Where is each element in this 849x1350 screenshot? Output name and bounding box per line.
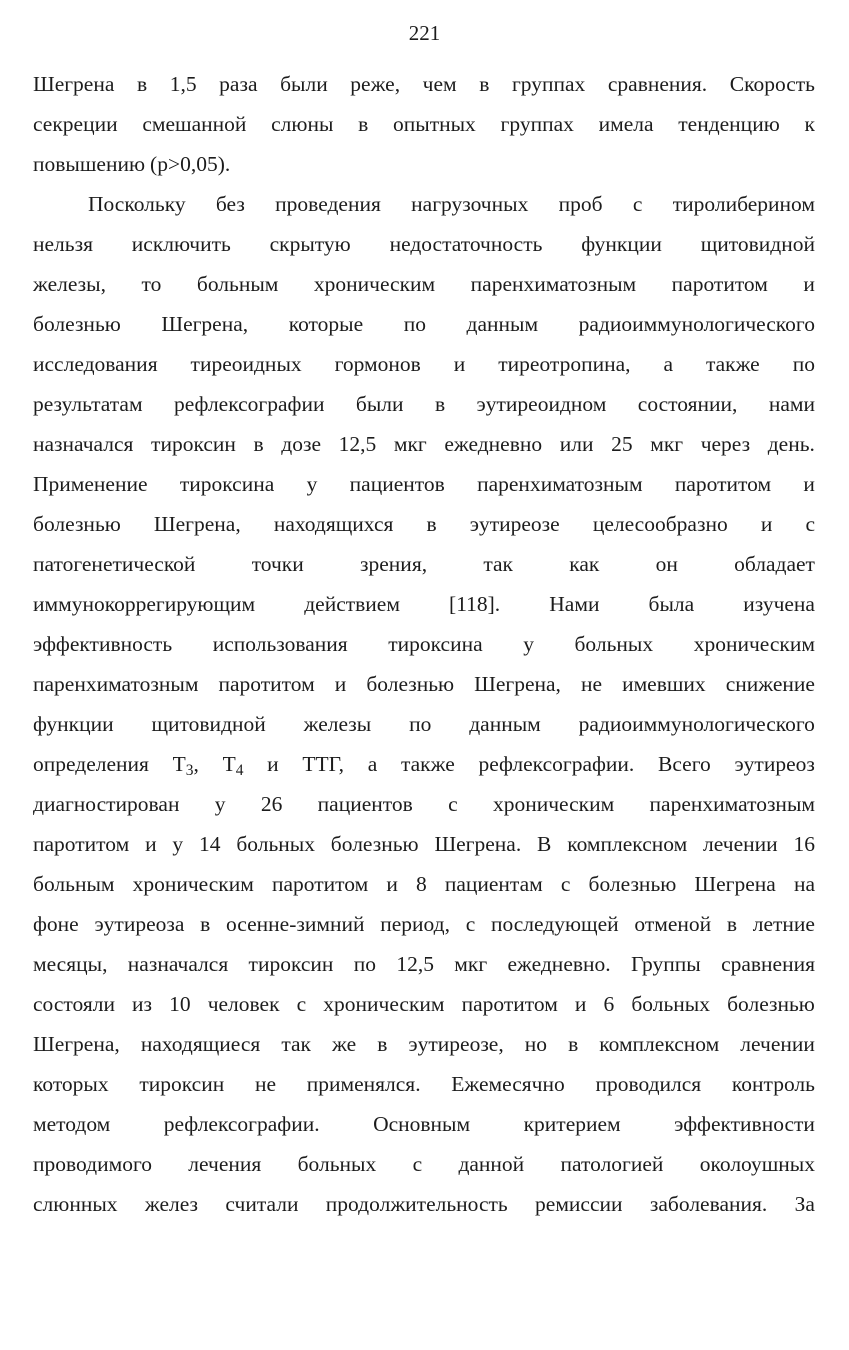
word: эффективности	[674, 1112, 815, 1136]
word: болезнью	[588, 872, 677, 896]
word: тироксина	[388, 632, 483, 656]
word: или	[559, 432, 594, 456]
text-line	[33, 544, 815, 584]
word: сравнения.	[607, 72, 708, 96]
word: тиролиберином	[672, 192, 815, 216]
word: использования	[212, 632, 348, 656]
word: Применение	[33, 472, 148, 496]
word: состоянии,	[637, 392, 738, 416]
word: Поскольку	[88, 192, 186, 216]
word: не	[254, 1072, 277, 1096]
word: последующей	[490, 912, 619, 936]
word: к	[804, 112, 815, 136]
text-line	[33, 1064, 815, 1104]
word: он	[655, 552, 678, 576]
word: опытных	[393, 112, 476, 136]
word: 16	[793, 832, 815, 856]
word: смешанной	[142, 112, 247, 136]
word: 12,5	[396, 952, 434, 976]
word: в	[479, 72, 490, 96]
word: функции	[33, 712, 114, 736]
word: 25	[611, 432, 633, 456]
word: назначался	[127, 952, 229, 976]
word: имела	[598, 112, 654, 136]
word: проводился	[595, 1072, 702, 1096]
word: результатам	[33, 392, 143, 416]
word: тироксина	[179, 472, 275, 496]
text-line	[33, 824, 815, 864]
word	[173, 744, 199, 784]
text-line	[33, 144, 815, 184]
word: у	[172, 832, 184, 856]
word: Группы	[630, 952, 701, 976]
text-line	[33, 984, 815, 1024]
word: ремиссии	[535, 1192, 623, 1216]
word	[658, 744, 711, 784]
word: нельзя	[33, 232, 93, 256]
word: слюны	[271, 112, 334, 136]
word	[478, 744, 634, 784]
word: функции	[581, 232, 662, 256]
word: с	[805, 512, 815, 536]
word: точки	[251, 552, 304, 576]
word: находящиеся	[140, 1032, 261, 1056]
word: Шегрена.	[434, 832, 522, 856]
word: 8	[415, 872, 427, 896]
word: 14	[198, 832, 221, 856]
word-part: а	[367, 752, 378, 776]
word: мкг	[454, 952, 488, 976]
word: и	[386, 872, 398, 896]
word: скрытую	[269, 232, 351, 256]
word: [118].	[449, 592, 501, 616]
word: больных	[236, 832, 315, 856]
text-line	[33, 904, 815, 944]
word: контроль	[731, 1072, 815, 1096]
word: диагностирован	[33, 792, 180, 816]
word: имевших	[622, 672, 706, 696]
word: заболевания.	[649, 1192, 768, 1216]
word: у	[523, 632, 534, 656]
word: болезнью	[33, 312, 121, 336]
word: и	[145, 832, 157, 856]
word: щитовидной	[700, 232, 815, 256]
word: эутиреоза	[94, 912, 185, 936]
word: больных	[574, 632, 654, 656]
text-line	[33, 304, 815, 344]
word: Основным	[373, 1112, 471, 1136]
word: повышению	[33, 152, 146, 176]
word: лечения	[188, 1152, 262, 1176]
word: патогенетической	[33, 552, 196, 576]
word: и	[803, 472, 815, 496]
subscript: 4	[235, 761, 244, 779]
word	[267, 744, 279, 784]
word: паренхиматозным	[470, 272, 637, 296]
word: ежедневно.	[507, 952, 611, 976]
word: была	[648, 592, 695, 616]
word: фоне	[33, 912, 79, 936]
page-number: 221	[408, 21, 441, 45]
word: рефлексографии	[174, 392, 325, 416]
word	[33, 744, 149, 784]
word: без	[215, 192, 245, 216]
word: же	[332, 1032, 357, 1056]
text-line	[33, 1144, 815, 1184]
text-line	[33, 424, 815, 464]
word: методом	[33, 1112, 111, 1136]
word: комплексном	[567, 832, 688, 856]
word: больным	[33, 872, 115, 896]
word: ежедневно	[444, 432, 543, 456]
body-text	[33, 64, 815, 1224]
word: которых	[33, 1072, 109, 1096]
word: 12,5	[338, 432, 377, 456]
word: хроническим	[313, 272, 436, 296]
word-part: T	[172, 752, 186, 776]
word: иммунокоррегирующим	[33, 592, 256, 616]
word: эффективность	[33, 632, 173, 656]
word: по	[353, 952, 377, 976]
word: у	[214, 792, 226, 816]
word-part: рефлексографии.	[478, 752, 635, 776]
word: тиреоидных	[190, 352, 302, 376]
word: изучена	[743, 592, 815, 616]
word: паротитом	[674, 472, 772, 496]
word: по	[409, 712, 432, 736]
word	[302, 744, 344, 784]
word: хроническим	[693, 632, 815, 656]
word: паротитом	[671, 272, 768, 296]
word: Шегрена,	[161, 312, 249, 336]
text-line	[33, 104, 815, 144]
word: Шегрена,	[33, 1032, 120, 1056]
word: больным	[196, 272, 279, 296]
word: с	[448, 792, 458, 816]
word: больных	[631, 992, 710, 1016]
word: через	[700, 432, 751, 456]
word: у	[306, 472, 318, 496]
word-part: определения	[33, 752, 149, 776]
word: в	[253, 432, 264, 456]
text-line	[33, 704, 815, 744]
word: проб	[558, 192, 603, 216]
word: реже,	[350, 72, 401, 96]
word: в	[358, 112, 369, 136]
word: действием	[304, 592, 400, 616]
word: и	[453, 352, 466, 376]
word: так	[281, 1032, 312, 1056]
word: пациентов	[349, 472, 445, 496]
word: считали	[225, 1192, 299, 1216]
word: не	[580, 672, 603, 696]
text-line	[33, 624, 815, 664]
word-part: T	[222, 752, 236, 776]
word: (p>0,05).	[150, 152, 231, 176]
word: и	[334, 672, 347, 696]
word: целесообразно	[592, 512, 728, 536]
word: дозе	[281, 432, 322, 456]
word: проведения	[275, 192, 381, 216]
word: паротитом	[218, 672, 315, 696]
word: недостаточность	[389, 232, 543, 256]
word: нагрузочных	[411, 192, 529, 216]
word: в	[426, 512, 437, 536]
text-line	[33, 664, 815, 704]
word: Шегрена	[33, 72, 115, 96]
word: отменой	[634, 912, 712, 936]
word-part: эутиреоз	[734, 752, 815, 776]
word: 6	[603, 992, 615, 1016]
word-part: также	[400, 752, 455, 776]
word: В	[537, 832, 552, 856]
word: паротитом	[33, 832, 130, 856]
word	[223, 744, 244, 784]
word: в	[136, 72, 148, 96]
word: по	[403, 312, 426, 336]
text-line	[33, 1184, 815, 1224]
word: данной	[458, 1152, 525, 1176]
word: железы	[303, 712, 372, 736]
word: в	[568, 1032, 579, 1056]
word: желез	[144, 1192, 199, 1216]
word: исследования	[33, 352, 158, 376]
word: околоушных	[699, 1152, 815, 1176]
text-line	[33, 944, 815, 984]
word: и	[760, 512, 773, 536]
word: тенденцию	[678, 112, 780, 136]
word: в	[200, 912, 211, 936]
word: паренхиматозным	[649, 792, 815, 816]
word: радиоиммунологического	[578, 312, 815, 336]
word: группах	[500, 112, 574, 136]
text-line	[33, 784, 815, 824]
word: паротитом	[461, 992, 558, 1016]
word: зрения,	[360, 552, 428, 576]
word: Шегрена	[694, 872, 776, 896]
word: тироксин	[151, 432, 236, 456]
text-line	[33, 184, 815, 224]
word: слюнных	[33, 1192, 118, 1216]
word: нами	[768, 392, 815, 416]
word: день.	[767, 432, 815, 456]
word: с	[412, 1152, 423, 1176]
word: хроническим	[132, 872, 254, 896]
word-part: Всего	[658, 752, 711, 776]
word: тироксин	[248, 952, 334, 976]
word: 10	[169, 992, 191, 1016]
word: продолжительность	[325, 1192, 508, 1216]
word: лечении	[740, 1032, 815, 1056]
word: больных	[297, 1152, 377, 1176]
word: болезнью	[33, 512, 121, 536]
word: паротитом	[271, 872, 369, 896]
word: с	[465, 912, 476, 936]
word: то	[141, 272, 162, 296]
word: период,	[380, 912, 450, 936]
word: щитовидной	[151, 712, 266, 736]
word-part: и	[267, 752, 279, 776]
word: рефлексографии.	[163, 1112, 320, 1136]
text-line	[33, 584, 815, 624]
word: лечении	[703, 832, 778, 856]
word: состояли	[33, 992, 115, 1016]
text-line	[33, 504, 815, 544]
text-line	[33, 1024, 815, 1064]
word: Скорость	[729, 72, 815, 96]
word	[368, 744, 378, 784]
word: и	[574, 992, 587, 1016]
word: данным	[466, 312, 539, 336]
word: и	[803, 272, 815, 296]
word: болезнью	[330, 832, 419, 856]
word: находящихся	[273, 512, 394, 536]
word: Нами	[549, 592, 600, 616]
word: эутиреозе,	[408, 1032, 504, 1056]
word: пациентов	[317, 792, 413, 816]
word: Шегрена,	[153, 512, 241, 536]
word: с	[632, 192, 643, 216]
word: раза	[219, 72, 258, 96]
word: обладает	[734, 552, 815, 576]
word: по	[792, 352, 815, 376]
word: с	[296, 992, 307, 1016]
word: гормонов	[334, 352, 421, 376]
word: в	[726, 912, 738, 936]
word: в	[377, 1032, 388, 1056]
word: летние	[752, 912, 815, 936]
word: мкг	[650, 432, 684, 456]
word: 1,5	[169, 72, 197, 96]
word: Ежемесячно	[451, 1072, 565, 1096]
text-line	[33, 1104, 815, 1144]
word-part: ТТГ,	[302, 752, 345, 776]
text-line	[33, 464, 815, 504]
word: патологией	[560, 1152, 664, 1176]
word: Шегрена,	[474, 672, 561, 696]
word: паренхиматозным	[477, 472, 643, 496]
text-line	[33, 264, 815, 304]
word: также	[705, 352, 760, 376]
text-line	[33, 864, 815, 904]
word: снижение	[725, 672, 815, 696]
word: так	[483, 552, 513, 576]
word: были	[355, 392, 404, 416]
word	[401, 744, 455, 784]
word: назначался	[33, 432, 134, 456]
word: эутиреоидном	[476, 392, 607, 416]
word: месяцы,	[33, 952, 108, 976]
word: За	[794, 1192, 815, 1216]
word: мкг	[393, 432, 427, 456]
word: хроническим	[323, 992, 445, 1016]
text-line	[33, 344, 815, 384]
word: тироксин	[139, 1072, 225, 1096]
word: болезнью	[727, 992, 815, 1016]
word: в	[434, 392, 446, 416]
word: пациентам	[444, 872, 543, 896]
word: исключить	[131, 232, 231, 256]
word: как	[569, 552, 600, 576]
word: данным	[469, 712, 541, 736]
word: критерием	[523, 1112, 621, 1136]
text-line	[33, 224, 815, 264]
word: комплексном	[599, 1032, 720, 1056]
word: которые	[288, 312, 364, 336]
word: секреции	[33, 112, 118, 136]
word: радиоиммунологического	[578, 712, 815, 736]
word: хроническим	[492, 792, 615, 816]
text-line	[33, 744, 815, 784]
word: эутиреозе	[469, 512, 560, 536]
subscript: 3	[185, 761, 194, 779]
word: применялся.	[306, 1072, 421, 1096]
word: проводимого	[33, 1152, 152, 1176]
word: человек	[207, 992, 280, 1016]
word: паренхиматозным	[33, 672, 199, 696]
word-part: ,	[193, 752, 199, 776]
word: железы,	[33, 272, 106, 296]
word	[734, 744, 814, 784]
word: но	[524, 1032, 548, 1056]
word: болезнью	[366, 672, 455, 696]
word: тиреотропина,	[498, 352, 631, 376]
word: осенне-зимний	[226, 912, 365, 936]
word: 26	[260, 792, 283, 816]
word: группах	[511, 72, 586, 96]
word: с	[560, 872, 571, 896]
text-line	[33, 64, 815, 104]
text-line	[33, 384, 815, 424]
word: из	[132, 992, 153, 1016]
word: а	[663, 352, 674, 376]
word: чем	[422, 72, 457, 96]
word: на	[793, 872, 815, 896]
word: сравнения	[721, 952, 815, 976]
word: были	[280, 72, 328, 96]
